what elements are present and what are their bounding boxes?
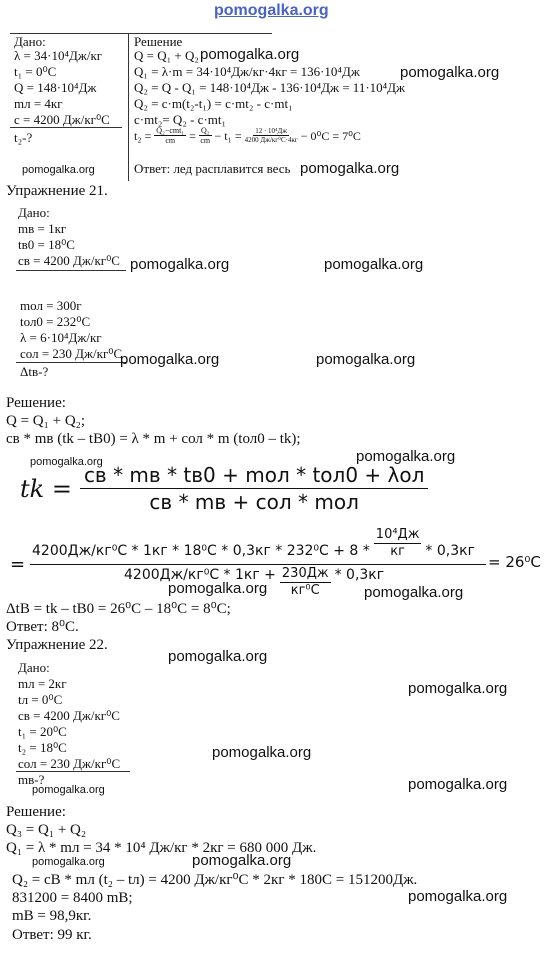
watermark: pomogalka.org xyxy=(30,456,103,468)
watermark: pomogalka.org xyxy=(212,744,312,761)
given-line: с = 4200 Дж/кг⁰С xyxy=(14,112,110,127)
t2-tail: − 0⁰С = 7⁰С xyxy=(300,128,361,143)
calc-fraction-bar xyxy=(30,564,486,565)
given-line: t₁ = 0⁰С xyxy=(14,64,57,79)
given-title: Дано: xyxy=(14,34,46,49)
given-line: tл = 0⁰С xyxy=(18,692,63,707)
watermark: pomogalka.org xyxy=(356,448,456,465)
fraction-numerator: 230Дж xyxy=(281,566,329,581)
fraction xyxy=(154,126,186,145)
watermark: pomogalka.org xyxy=(168,580,268,597)
fraction xyxy=(245,127,298,144)
fraction-denominator: кг⁰С xyxy=(290,583,320,598)
fraction xyxy=(199,126,212,145)
unknown-line: mв-? xyxy=(18,772,45,787)
answer: Ответ: 99 кг. xyxy=(12,927,92,943)
given-line: t₂ = 18⁰С xyxy=(18,740,67,755)
given-title: Дано: xyxy=(18,660,50,675)
given-title: Дано: xyxy=(18,205,50,220)
solution-line: c·mt₂= Q₂ - c·mt₁ xyxy=(134,112,227,127)
given-line: λ = 6·10⁴Дж/кг xyxy=(20,330,102,345)
calc-den-part: * 0,3кг xyxy=(334,567,385,583)
solution-line: Q₂ = cВ * mл (t₂ – tл) = 4200 Дж/кг⁰С * 2кг * 180С = 151200Дж. xyxy=(12,872,418,888)
given-separator xyxy=(10,127,122,128)
calc-numerator xyxy=(32,527,475,560)
watermark: pomogalka.org xyxy=(300,160,400,177)
solution-line: 831200 = 8400 mВ; xyxy=(12,890,133,906)
given-line: cол = 230 Дж/кг⁰С xyxy=(20,346,123,361)
solution-title: Решение xyxy=(134,34,183,49)
tk-lhs: tk = xyxy=(20,474,72,503)
table-divider xyxy=(128,33,129,181)
solution-title: Решение: xyxy=(6,804,66,820)
equals-sign: = xyxy=(189,128,196,143)
given-line: сол = 230 Дж/кг⁰С xyxy=(18,756,121,771)
calc-num-part: 4200Дж/кг⁰С * 1кг * 18⁰С * 0,3кг * 232⁰С + 8 * xyxy=(32,543,370,559)
delta-line: ΔtВ = tk – tВ0 = 26⁰С – 18⁰С = 8⁰С; xyxy=(6,601,231,617)
given-separator xyxy=(16,362,126,363)
fraction-numerator: cв * mв * tв0 + mол * tол0 + λол xyxy=(80,462,428,489)
given-line: mол = 300г xyxy=(20,298,82,313)
given-separator xyxy=(16,270,126,271)
unknown-line: t₂-? xyxy=(14,130,33,145)
given-line: св = 4200 Дж/кг⁰С xyxy=(18,708,120,723)
calc-den-part: 4200Дж/кг⁰С * 1кг + xyxy=(124,567,276,583)
exercise-heading: Упражнение 21. xyxy=(6,183,108,199)
watermark: pomogalka.org xyxy=(192,852,292,869)
fraction-numerator: 12 · 10⁴Дж xyxy=(255,127,288,135)
watermark: pomogalka.org xyxy=(408,888,508,905)
solution-line: Q₃ = Q₁ + Q₂ xyxy=(6,822,87,838)
solution-line: cв * mв (tk – tВ0) = λ * m + cол * m (tол0 – tk); xyxy=(6,431,301,447)
calc-result: = 26⁰С xyxy=(488,553,541,571)
site-title[interactable]: pomogalka.org xyxy=(214,2,329,19)
exercise-heading: Упражнение 22. xyxy=(6,637,108,653)
answer: Ответ: 8⁰С. xyxy=(6,619,79,635)
solution-line: Q₂ = c·m(t₂-t₁) = c·mt₂ - c·mt₁ xyxy=(134,96,293,111)
given-line: mл = 2кг xyxy=(18,676,67,691)
unknown-line: Δtв-? xyxy=(20,364,49,379)
fraction-denominator: cв * mв + cол * mол xyxy=(149,490,359,514)
given-line: cв = 4200 Дж/кг⁰С xyxy=(18,253,120,268)
watermark: pomogalka.org xyxy=(32,784,105,796)
t2-minus: − t₁ = xyxy=(214,128,242,143)
watermark: pomogalka.org xyxy=(168,648,268,665)
given-line: mл = 4кг xyxy=(14,96,63,111)
fraction-numerator: Q₂−cmt₁ xyxy=(156,126,185,135)
answer: Ответ: лед расплавится весь xyxy=(134,161,291,176)
solution-title: Решение: xyxy=(6,395,66,411)
given-line: tол0 = 232⁰С xyxy=(20,314,91,329)
fraction xyxy=(80,462,428,515)
watermark: pomogalka.org xyxy=(324,256,424,273)
calc-num-part: * 0,3кг xyxy=(425,543,475,559)
given-line: tв0 = 18⁰С xyxy=(18,237,75,252)
fraction-numerator: 10⁴Дж xyxy=(375,527,420,542)
fraction-denominator: cm xyxy=(165,136,176,145)
watermark: pomogalka.org xyxy=(364,584,464,601)
watermark: pomogalka.org xyxy=(408,776,508,793)
given-line: Q = 148·10⁴Дж xyxy=(14,80,97,95)
t2-formula xyxy=(134,126,361,145)
given-line: t₁ = 20⁰С xyxy=(18,724,67,739)
calc-equals: = xyxy=(10,554,26,575)
watermark: pomogalka.org xyxy=(32,856,105,868)
given-line: mв = 1кг xyxy=(18,221,67,236)
watermark: pomogalka.org xyxy=(408,680,508,697)
solution-line: Q = Q₁ + Q₂; xyxy=(6,413,86,429)
given-line: λ = 34·10⁴Дж/кг xyxy=(14,48,103,63)
fraction-denominator: cm xyxy=(200,136,211,145)
fraction-numerator: Q₂ xyxy=(200,126,210,135)
fraction-denominator: 4200 Дж/кг⁰С·4кг xyxy=(244,136,298,144)
t2-lhs: t₂ = xyxy=(134,128,152,143)
watermark: pomogalka.org xyxy=(22,164,95,176)
watermark: pomogalka.org xyxy=(400,64,500,81)
watermark: pomogalka.org xyxy=(130,256,230,273)
watermark: pomogalka.org xyxy=(200,46,300,63)
solution-line: Q₂ = Q - Q₁ = 148·10⁴Дж - 136·10⁴Дж = 11·10⁴Дж xyxy=(134,80,406,95)
solution-line: Q₁ = λ·m = 34·10⁴Дж/кг·4кг = 136·10⁴Дж xyxy=(134,64,360,79)
fraction xyxy=(374,527,422,560)
fraction-denominator: кг xyxy=(390,544,405,559)
watermark: pomogalka.org xyxy=(120,351,220,368)
fraction xyxy=(280,566,331,599)
watermark: pomogalka.org xyxy=(316,351,416,368)
solution-line: Q = Q₁ + Q₂ xyxy=(134,48,199,63)
solution-line: Q₁ = λ * mл = 34 * 10⁴ Дж/кг * 2кг = 680 000 Дж. xyxy=(6,840,317,856)
solution-line: mВ = 98,9кг. xyxy=(12,908,92,924)
tk-formula xyxy=(20,462,428,515)
